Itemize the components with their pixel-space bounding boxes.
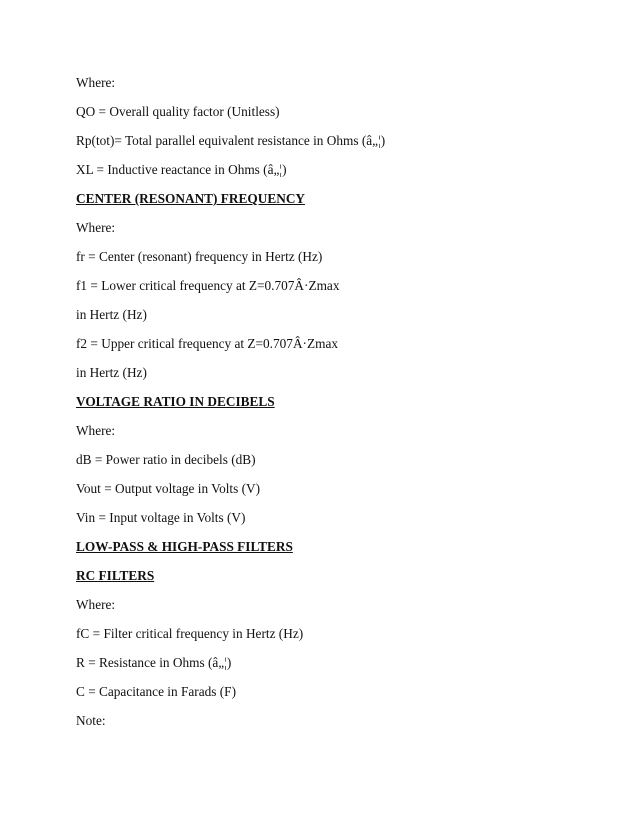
- text-line: R = Resistance in Ohms (â„¦): [76, 655, 232, 670]
- section-heading: VOLTAGE RATIO IN DECIBELS: [76, 394, 275, 409]
- text-line: Vout = Output voltage in Volts (V): [76, 481, 261, 496]
- text-line: Rp(tot)= Total parallel equivalent resistance in Ohms (â„¦): [76, 133, 386, 148]
- text-line: Note:: [76, 713, 106, 728]
- section-heading: CENTER (RESONANT) FREQUENCY: [76, 191, 306, 206]
- text-line: f1 = Lower critical frequency at Z=0.707Â·Zmax: [76, 278, 340, 293]
- text-line: C = Capacitance in Farads (F): [76, 684, 236, 699]
- text-line: in Hertz (Hz): [76, 307, 147, 322]
- section-heading: LOW-PASS & HIGH-PASS FILTERS: [76, 539, 293, 554]
- text-line: fC = Filter critical frequency in Hertz (Hz): [76, 626, 304, 641]
- text-line: XL = Inductive reactance in Ohms (â„¦): [76, 162, 287, 177]
- text-line: QO = Overall quality factor (Unitless): [76, 104, 280, 119]
- text-line: dB = Power ratio in decibels (dB): [76, 452, 256, 467]
- text-line: Where:: [76, 597, 116, 612]
- text-line: fr = Center (resonant) frequency in Hertz (Hz): [76, 249, 323, 264]
- text-line: Vin = Input voltage in Volts (V): [76, 510, 246, 525]
- text-line: Where:: [76, 220, 116, 235]
- text-line: Where:: [76, 75, 116, 90]
- section-heading: RC FILTERS: [76, 568, 155, 583]
- text-line: in Hertz (Hz): [76, 365, 147, 380]
- text-line: f2 = Upper critical frequency at Z=0.707Â·Zmax: [76, 336, 338, 351]
- text-line: Where:: [76, 423, 116, 438]
